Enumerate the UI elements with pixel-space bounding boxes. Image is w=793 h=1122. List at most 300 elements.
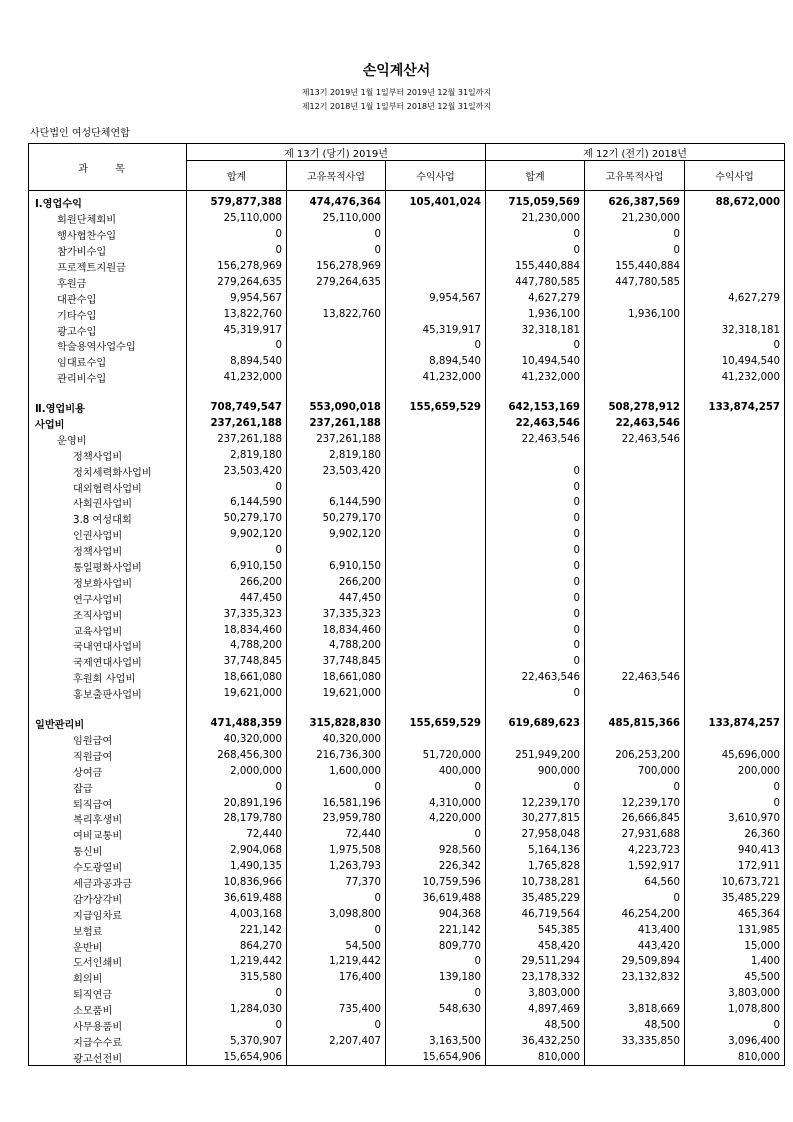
current-profit-value xyxy=(386,227,486,243)
current-total-value: 45,319,917 xyxy=(187,322,287,338)
income-statement-table xyxy=(28,143,785,1066)
current-nonprofit-value: 0 xyxy=(287,243,386,259)
current-total-value: 15,654,906 xyxy=(187,1049,287,1065)
current-nonprofit-value: 77,370 xyxy=(287,875,386,891)
prior-total-value: 23,178,332 xyxy=(486,970,585,986)
table-row xyxy=(29,670,785,686)
prior-profit-value xyxy=(685,590,785,606)
current-profit-value xyxy=(386,259,486,275)
table-row xyxy=(29,859,785,875)
current-profit-value xyxy=(386,574,486,590)
current-total-value: 10,836,966 xyxy=(187,875,287,891)
table-row xyxy=(29,274,785,290)
current-nonprofit-value: 279,264,635 xyxy=(287,274,386,290)
prior-profit-value: 45,696,000 xyxy=(685,747,785,763)
prior-profit-value xyxy=(685,527,785,543)
prior-nonprofit-value xyxy=(585,543,685,559)
prior-nonprofit-value: 27,931,688 xyxy=(585,827,685,843)
current-nonprofit-header: 고유목적사업 xyxy=(287,161,386,191)
account-label: 정치세력화사업비 xyxy=(29,463,187,479)
account-label: 정보화사업비 xyxy=(29,574,187,590)
prior-total-value: 810,000 xyxy=(486,1049,585,1065)
table-row xyxy=(29,354,785,370)
current-profit-value xyxy=(386,654,486,670)
account-label: 복리후생비 xyxy=(29,811,187,827)
prior-profit-value: 1,400 xyxy=(685,954,785,970)
current-profit-value: 105,401,024 xyxy=(386,191,486,211)
prior-total-value: 642,153,169 xyxy=(486,400,585,416)
prior-profit-value xyxy=(685,702,785,716)
current-total-value: 1,284,030 xyxy=(187,1002,287,1018)
statement-title: 손익계산서 xyxy=(362,63,431,79)
prior-nonprofit-value: 700,000 xyxy=(585,763,685,779)
table-row xyxy=(29,495,785,511)
account-label: 기타수입 xyxy=(29,306,187,322)
current-total-value: 708,749,547 xyxy=(187,400,287,416)
prior-total-value: 0 xyxy=(486,495,585,511)
account-label: 대외협력사업비 xyxy=(29,479,187,495)
current-total-value: 1,490,135 xyxy=(187,859,287,875)
table-row xyxy=(29,306,785,322)
current-total-value: 471,488,359 xyxy=(187,716,287,732)
prior-nonprofit-header: 고유목적사업 xyxy=(585,161,685,191)
account-label: 통일평화사업비 xyxy=(29,559,187,575)
current-nonprofit-value xyxy=(287,1049,386,1065)
current-total-value xyxy=(187,702,287,716)
prior-period-header: 제 12기 (전기) 2018년 xyxy=(486,144,785,161)
table-row xyxy=(29,1033,785,1049)
table-row xyxy=(29,211,785,227)
prior-profit-value: 35,485,229 xyxy=(685,890,785,906)
current-total-value: 1,219,442 xyxy=(187,954,287,970)
prior-total-value: 36,432,250 xyxy=(486,1033,585,1049)
account-label: 도서인쇄비 xyxy=(29,954,187,970)
prior-nonprofit-value: 3,818,669 xyxy=(585,1002,685,1018)
current-nonprofit-value: 23,503,420 xyxy=(287,463,386,479)
table-row xyxy=(29,259,785,275)
prior-profit-value: 4,627,279 xyxy=(685,290,785,306)
prior-profit-value: 32,318,181 xyxy=(685,322,785,338)
prior-nonprofit-value: 206,253,200 xyxy=(585,747,685,763)
prior-nonprofit-value xyxy=(585,559,685,575)
account-label: 관리비수입 xyxy=(29,370,187,386)
current-nonprofit-value: 447,450 xyxy=(287,590,386,606)
spacer-row xyxy=(29,702,785,716)
current-total-value: 28,179,780 xyxy=(187,811,287,827)
prior-nonprofit-value: 22,463,546 xyxy=(585,431,685,447)
current-nonprofit-value: 50,279,170 xyxy=(287,511,386,527)
current-profit-value: 904,368 xyxy=(386,906,486,922)
current-profit-value xyxy=(386,416,486,432)
account-label: 퇴직연금 xyxy=(29,986,187,1002)
current-profit-value xyxy=(386,211,486,227)
current-nonprofit-value: 1,975,508 xyxy=(287,843,386,859)
current-total-value: 579,877,388 xyxy=(187,191,287,211)
account-label: 회원단체회비 xyxy=(29,211,187,227)
prior-total-value: 27,958,048 xyxy=(486,827,585,843)
prior-total-value: 900,000 xyxy=(486,763,585,779)
prior-total-value: 3,803,000 xyxy=(486,986,585,1002)
current-profit-value xyxy=(386,386,486,400)
current-total-value: 72,440 xyxy=(187,827,287,843)
current-profit-header: 수익사업 xyxy=(386,161,486,191)
account-label: 광고선전비 xyxy=(29,1049,187,1065)
prior-total-value: 0 xyxy=(486,638,585,654)
current-period-range: 제13기 2019년 1월 1일부터 2019년 12월 31일까지 xyxy=(301,88,492,97)
account-label: 통신비 xyxy=(29,843,187,859)
table-row xyxy=(29,747,785,763)
prior-total-value: 30,277,815 xyxy=(486,811,585,827)
current-nonprofit-value: 237,261,188 xyxy=(287,416,386,432)
current-nonprofit-value xyxy=(287,290,386,306)
prior-profit-value: 26,360 xyxy=(685,827,785,843)
account-label xyxy=(29,702,187,716)
account-label: 후원회 사업비 xyxy=(29,670,187,686)
current-profit-value: 51,720,000 xyxy=(386,747,486,763)
current-nonprofit-value: 474,476,364 xyxy=(287,191,386,211)
current-total-value: 0 xyxy=(187,243,287,259)
prior-nonprofit-value: 155,440,884 xyxy=(585,259,685,275)
prior-profit-value: 1,078,800 xyxy=(685,1002,785,1018)
account-label: 여비교통비 xyxy=(29,827,187,843)
prior-profit-value xyxy=(685,732,785,748)
organization-name: 사단법인 여성단체연합 xyxy=(30,128,130,139)
current-total-value: 315,580 xyxy=(187,970,287,986)
account-label: 연구사업비 xyxy=(29,590,187,606)
current-nonprofit-value: 0 xyxy=(287,922,386,938)
account-label: 대관수입 xyxy=(29,290,187,306)
current-profit-value: 45,319,917 xyxy=(386,322,486,338)
account-label: 후원금 xyxy=(29,274,187,290)
current-total-value: 19,621,000 xyxy=(187,686,287,702)
account-label: 임원급여 xyxy=(29,732,187,748)
current-nonprofit-value: 315,828,830 xyxy=(287,716,386,732)
prior-total-value: 0 xyxy=(486,479,585,495)
current-total-value: 2,000,000 xyxy=(187,763,287,779)
current-profit-value xyxy=(386,702,486,716)
prior-nonprofit-value xyxy=(585,574,685,590)
current-total-value: 268,456,300 xyxy=(187,747,287,763)
current-profit-value xyxy=(386,590,486,606)
current-nonprofit-value xyxy=(287,354,386,370)
current-profit-value: 928,560 xyxy=(386,843,486,859)
prior-total-value xyxy=(486,702,585,716)
current-nonprofit-value: 13,822,760 xyxy=(287,306,386,322)
prior-nonprofit-value xyxy=(585,386,685,400)
prior-total-value: 4,627,279 xyxy=(486,290,585,306)
prior-profit-value xyxy=(685,227,785,243)
prior-nonprofit-value: 29,509,894 xyxy=(585,954,685,970)
prior-nonprofit-value xyxy=(585,686,685,702)
table-row xyxy=(29,527,785,543)
prior-profit-header: 수익사업 xyxy=(685,161,785,191)
table-row xyxy=(29,400,785,416)
account-label: 직원급여 xyxy=(29,747,187,763)
account-label: 정책사업비 xyxy=(29,543,187,559)
prior-nonprofit-value xyxy=(585,338,685,354)
table-row xyxy=(29,1018,785,1034)
current-profit-value xyxy=(386,622,486,638)
current-nonprofit-value xyxy=(287,479,386,495)
current-nonprofit-value: 18,661,080 xyxy=(287,670,386,686)
current-total-value: 447,450 xyxy=(187,590,287,606)
table-row xyxy=(29,763,785,779)
current-profit-value: 8,894,540 xyxy=(386,354,486,370)
prior-profit-value xyxy=(685,670,785,686)
prior-nonprofit-value: 1,936,100 xyxy=(585,306,685,322)
prior-profit-value xyxy=(685,386,785,400)
prior-profit-value xyxy=(685,479,785,495)
account-label: 행사협찬수입 xyxy=(29,227,187,243)
table-row xyxy=(29,843,785,859)
table-row xyxy=(29,290,785,306)
prior-profit-value xyxy=(685,211,785,227)
prior-total-value xyxy=(486,732,585,748)
current-nonprofit-value: 1,219,442 xyxy=(287,954,386,970)
current-profit-value: 0 xyxy=(386,779,486,795)
current-total-value: 4,788,200 xyxy=(187,638,287,654)
current-total-value: 13,822,760 xyxy=(187,306,287,322)
current-profit-value xyxy=(386,670,486,686)
current-total-value: 4,003,168 xyxy=(187,906,287,922)
current-nonprofit-value xyxy=(287,386,386,400)
current-total-value xyxy=(187,386,287,400)
account-label: 교육사업비 xyxy=(29,622,187,638)
current-total-value: 8,894,540 xyxy=(187,354,287,370)
current-profit-value xyxy=(386,527,486,543)
current-total-value: 25,110,000 xyxy=(187,211,287,227)
prior-profit-value: 10,673,721 xyxy=(685,875,785,891)
prior-nonprofit-value: 1,592,917 xyxy=(585,859,685,875)
prior-total-value xyxy=(486,447,585,463)
prior-profit-value: 131,985 xyxy=(685,922,785,938)
current-nonprofit-value: 176,400 xyxy=(287,970,386,986)
current-total-value: 50,279,170 xyxy=(187,511,287,527)
prior-nonprofit-value xyxy=(585,638,685,654)
account-label: 학술용역사업수입 xyxy=(29,338,187,354)
prior-profit-value: 200,000 xyxy=(685,763,785,779)
prior-nonprofit-value xyxy=(585,479,685,495)
table-row xyxy=(29,447,785,463)
current-profit-value xyxy=(386,686,486,702)
prior-nonprofit-value xyxy=(585,1049,685,1065)
prior-total-value: 5,164,136 xyxy=(486,843,585,859)
table-row xyxy=(29,827,785,843)
account-label: 보험료 xyxy=(29,922,187,938)
prior-profit-value xyxy=(685,638,785,654)
prior-total-value: 48,500 xyxy=(486,1018,585,1034)
current-nonprofit-value: 156,278,969 xyxy=(287,259,386,275)
account-label: Ⅱ.영업비용 xyxy=(29,400,187,416)
table-row xyxy=(29,479,785,495)
prior-profit-value: 0 xyxy=(685,338,785,354)
current-profit-value xyxy=(386,479,486,495)
subject-header: 과 목 xyxy=(29,144,187,191)
prior-profit-value: 0 xyxy=(685,1018,785,1034)
prior-nonprofit-value: 46,254,200 xyxy=(585,906,685,922)
account-label: 국내연대사업비 xyxy=(29,638,187,654)
prior-total-value: 0 xyxy=(486,511,585,527)
prior-total-value: 32,318,181 xyxy=(486,322,585,338)
prior-total-value: 155,440,884 xyxy=(486,259,585,275)
account-label: 조직사업비 xyxy=(29,606,187,622)
prior-total-value: 10,494,540 xyxy=(486,354,585,370)
current-profit-value: 0 xyxy=(386,986,486,1002)
current-total-value: 6,144,590 xyxy=(187,495,287,511)
current-total-value: 18,834,460 xyxy=(187,622,287,638)
table-row xyxy=(29,463,785,479)
current-total-value: 237,261,188 xyxy=(187,416,287,432)
current-profit-value: 548,630 xyxy=(386,1002,486,1018)
prior-total-value: 1,936,100 xyxy=(486,306,585,322)
statement-body xyxy=(29,191,785,1066)
prior-profit-value xyxy=(685,606,785,622)
prior-profit-value xyxy=(685,431,785,447)
current-profit-value xyxy=(386,1018,486,1034)
table-row xyxy=(29,875,785,891)
prior-nonprofit-value: 443,420 xyxy=(585,938,685,954)
current-total-value: 5,370,907 xyxy=(187,1033,287,1049)
account-label: 프로젝트지원금 xyxy=(29,259,187,275)
prior-total-value: 0 xyxy=(486,559,585,575)
account-label: 인권사업비 xyxy=(29,527,187,543)
current-nonprofit-value: 237,261,188 xyxy=(287,431,386,447)
current-nonprofit-value: 4,788,200 xyxy=(287,638,386,654)
table-row xyxy=(29,654,785,670)
table-row xyxy=(29,574,785,590)
current-profit-value: 36,619,488 xyxy=(386,890,486,906)
table-row xyxy=(29,416,785,432)
table-row xyxy=(29,338,785,354)
table-row xyxy=(29,322,785,338)
spacer-row xyxy=(29,386,785,400)
prior-total-value: 619,689,623 xyxy=(486,716,585,732)
current-profit-value xyxy=(386,274,486,290)
prior-total-value: 0 xyxy=(486,779,585,795)
prior-total-value: 41,232,000 xyxy=(486,370,585,386)
current-total-value: 279,264,635 xyxy=(187,274,287,290)
current-total-value: 0 xyxy=(187,479,287,495)
prior-total-value: 22,463,546 xyxy=(486,670,585,686)
current-profit-value xyxy=(386,606,486,622)
current-total-value: 0 xyxy=(187,1018,287,1034)
prior-profit-value: 41,232,000 xyxy=(685,370,785,386)
prior-total-value: 29,511,294 xyxy=(486,954,585,970)
prior-nonprofit-value xyxy=(585,322,685,338)
prior-profit-value xyxy=(685,511,785,527)
current-profit-value xyxy=(386,543,486,559)
account-label: 회의비 xyxy=(29,970,187,986)
prior-total-value: 46,719,564 xyxy=(486,906,585,922)
current-total-value: 36,619,488 xyxy=(187,890,287,906)
current-total-value: 40,320,000 xyxy=(187,732,287,748)
prior-total-value: 35,485,229 xyxy=(486,890,585,906)
prior-profit-value: 10,494,540 xyxy=(685,354,785,370)
current-profit-value: 809,770 xyxy=(386,938,486,954)
current-nonprofit-value: 0 xyxy=(287,779,386,795)
prior-profit-value xyxy=(685,543,785,559)
current-profit-value: 9,954,567 xyxy=(386,290,486,306)
prior-nonprofit-value xyxy=(585,463,685,479)
current-total-value: 0 xyxy=(187,227,287,243)
current-total-value: 41,232,000 xyxy=(187,370,287,386)
prior-nonprofit-value: 508,278,912 xyxy=(585,400,685,416)
account-label: 세금과공과금 xyxy=(29,875,187,891)
account-label: 운반비 xyxy=(29,938,187,954)
current-nonprofit-value: 3,098,800 xyxy=(287,906,386,922)
prior-profit-value: 940,413 xyxy=(685,843,785,859)
prior-total-value: 1,765,828 xyxy=(486,859,585,875)
table-row xyxy=(29,686,785,702)
prior-total-value: 10,738,281 xyxy=(486,875,585,891)
current-nonprofit-value xyxy=(287,543,386,559)
current-nonprofit-value: 216,736,300 xyxy=(287,747,386,763)
current-nonprofit-value: 25,110,000 xyxy=(287,211,386,227)
current-nonprofit-value: 37,335,323 xyxy=(287,606,386,622)
prior-profit-value xyxy=(685,259,785,275)
current-total-value: 9,954,567 xyxy=(187,290,287,306)
table-row xyxy=(29,795,785,811)
account-label: 참가비수입 xyxy=(29,243,187,259)
current-nonprofit-value: 40,320,000 xyxy=(287,732,386,748)
current-profit-value: 0 xyxy=(386,954,486,970)
prior-nonprofit-value: 413,400 xyxy=(585,922,685,938)
table-row xyxy=(29,970,785,986)
prior-profit-value: 3,610,970 xyxy=(685,811,785,827)
current-total-value: 266,200 xyxy=(187,574,287,590)
table-row xyxy=(29,590,785,606)
current-nonprofit-value: 1,263,793 xyxy=(287,859,386,875)
prior-profit-value: 0 xyxy=(685,779,785,795)
prior-period-range: 제12기 2018년 1월 1일부터 2018년 12월 31일까지 xyxy=(301,102,492,111)
prior-total-value: 447,780,585 xyxy=(486,274,585,290)
prior-nonprofit-value xyxy=(585,654,685,670)
current-total-value: 864,270 xyxy=(187,938,287,954)
current-nonprofit-value xyxy=(287,986,386,1002)
table-row xyxy=(29,811,785,827)
account-label: 소모품비 xyxy=(29,1002,187,1018)
current-total-value: 0 xyxy=(187,986,287,1002)
account-label: 일반관리비 xyxy=(29,716,187,732)
prior-nonprofit-value xyxy=(585,447,685,463)
prior-nonprofit-value xyxy=(585,702,685,716)
prior-total-value: 458,420 xyxy=(486,938,585,954)
prior-nonprofit-value: 33,335,850 xyxy=(585,1033,685,1049)
prior-total-value: 0 xyxy=(486,243,585,259)
current-nonprofit-value: 0 xyxy=(287,890,386,906)
current-nonprofit-value xyxy=(287,338,386,354)
account-label xyxy=(29,386,187,400)
table-row xyxy=(29,906,785,922)
prior-total-value: 0 xyxy=(486,606,585,622)
current-total-value: 2,904,068 xyxy=(187,843,287,859)
current-profit-value: 0 xyxy=(386,338,486,354)
prior-total-value: 0 xyxy=(486,686,585,702)
current-total-value: 37,748,845 xyxy=(187,654,287,670)
current-nonprofit-value: 2,207,407 xyxy=(287,1033,386,1049)
table-row xyxy=(29,922,785,938)
prior-nonprofit-value xyxy=(585,527,685,543)
prior-total-value: 0 xyxy=(486,463,585,479)
current-nonprofit-value xyxy=(287,322,386,338)
account-label: 운영비 xyxy=(29,431,187,447)
current-period-header: 제 13기 (당기) 2019년 xyxy=(187,144,486,161)
account-label: 수도광열비 xyxy=(29,859,187,875)
current-nonprofit-value: 37,748,845 xyxy=(287,654,386,670)
table-row xyxy=(29,559,785,575)
current-nonprofit-value: 23,959,780 xyxy=(287,811,386,827)
prior-profit-value: 45,500 xyxy=(685,970,785,986)
